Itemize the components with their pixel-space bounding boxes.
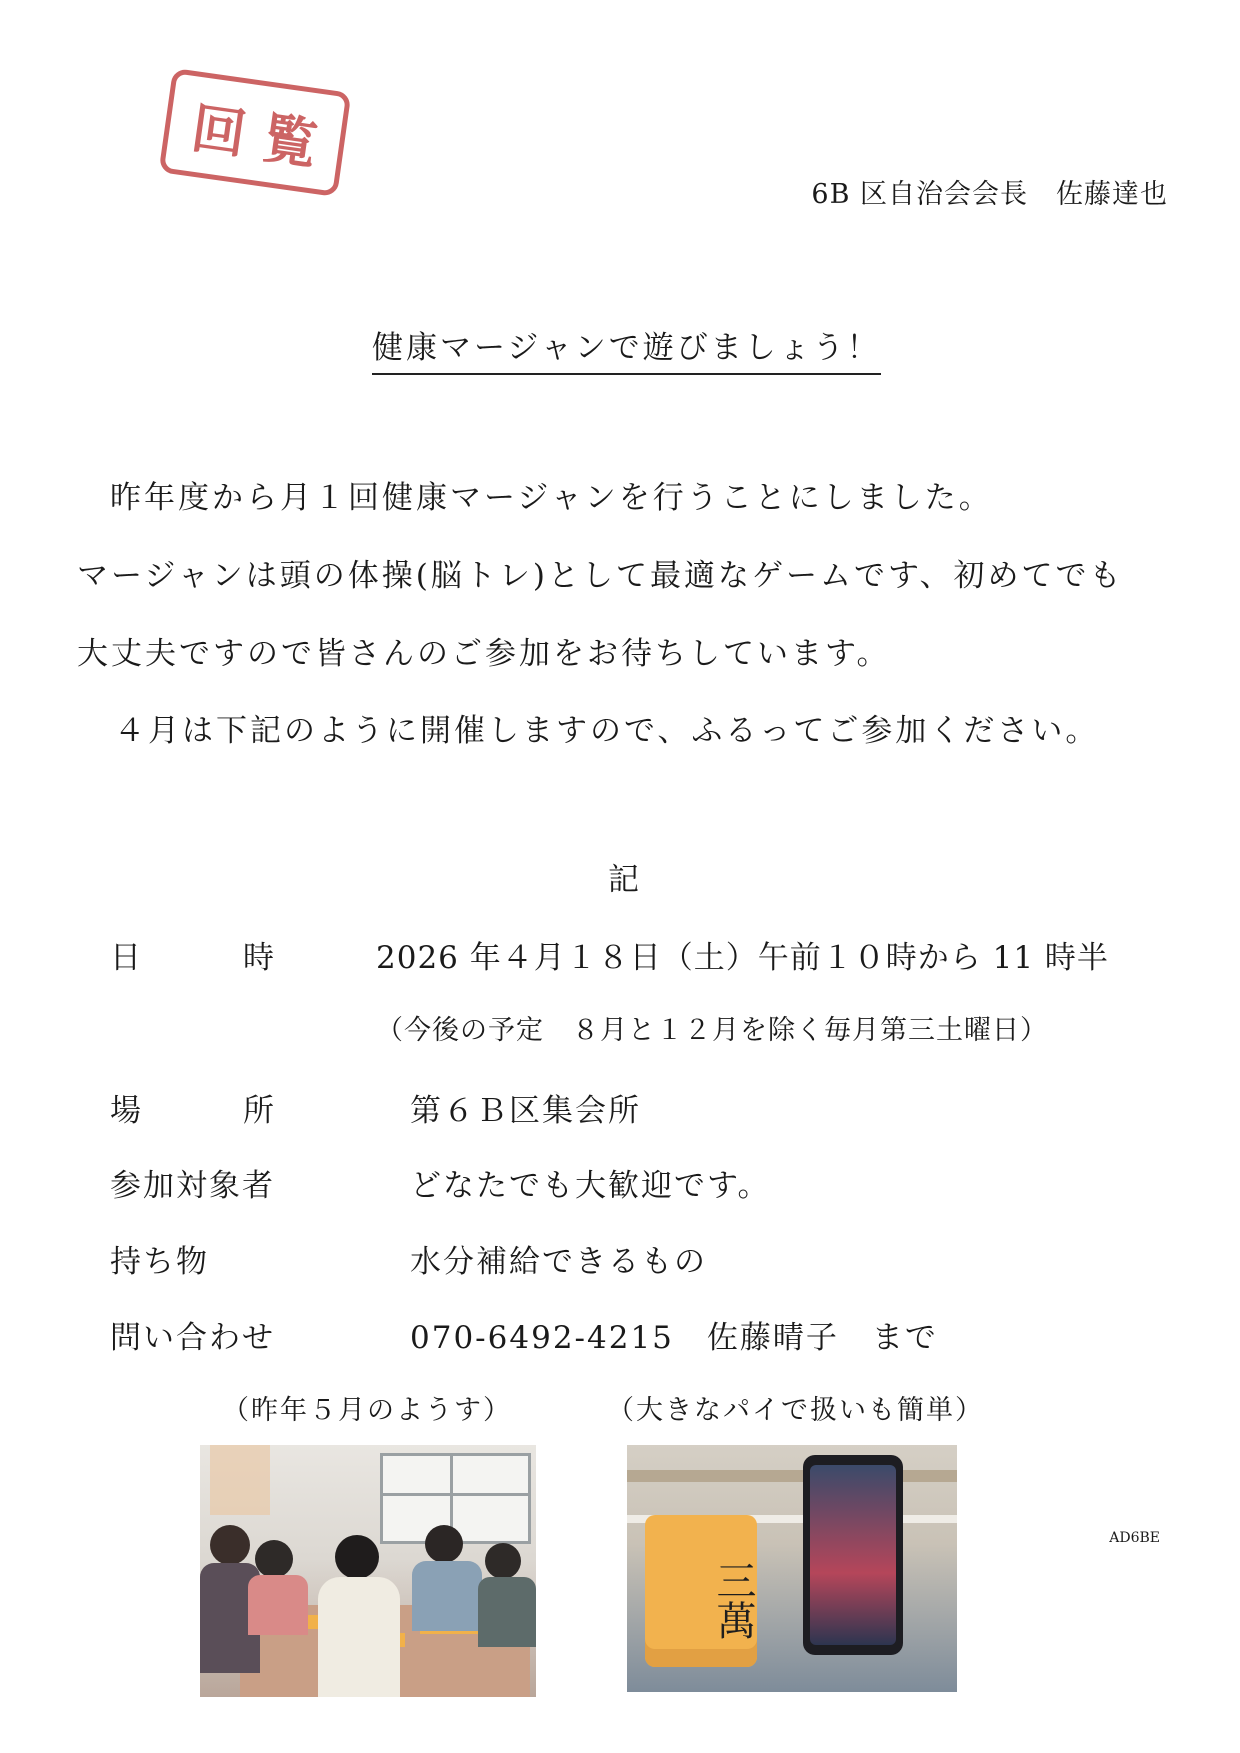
stamp-char-2: 覧	[258, 106, 322, 177]
body-line-4: ４月は下記のように開催しますので、ふるってご参加ください。	[114, 713, 1100, 749]
author-line: 6B 区自治会会長 佐藤達也	[811, 179, 1168, 210]
photo-mahjong-session	[200, 1445, 536, 1697]
photo-big-tile-and-phone	[627, 1445, 957, 1692]
body-line-3: 大丈夫ですので皆さんのご参加をお待ちしています。	[77, 636, 891, 672]
body-line-1: 昨年度から月１回健康マージャンを行うことにしました。	[110, 480, 993, 516]
target-label: 参加対象者	[110, 1168, 275, 1204]
ki-heading: 記	[608, 862, 639, 898]
notice-title: 健康マージャンで遊びましょう！	[372, 322, 881, 375]
place-value: 第６Ｂ区集会所	[410, 1093, 641, 1129]
date-label-1: 日	[110, 940, 143, 976]
date-label-2: 時	[243, 940, 276, 976]
photo1-caption: （昨年５月のようす）	[222, 1395, 512, 1426]
schedule-note: （今後の予定 ８月と１２月を除く毎月第三土曜日）	[376, 1015, 1048, 1046]
place-label-2: 所	[243, 1093, 276, 1129]
items-label: 持ち物	[110, 1244, 209, 1280]
date-value: 2026 年４月１８日（土）午前１０時から 11 時半	[376, 940, 1109, 976]
circulation-stamp	[159, 68, 352, 197]
contact-value: 070-6492-4215 佐藤晴子 まで	[410, 1320, 938, 1356]
document-code: AD6BE	[1109, 1530, 1160, 1546]
stamp-char-1: 回	[187, 96, 250, 167]
tile-characters: 三萬	[710, 1560, 756, 1640]
body-line-2: マージャンは頭の体操(脳トレ)として最適なゲームです、初めてでも	[77, 558, 1124, 594]
items-value: 水分補給できるもの	[410, 1244, 707, 1280]
contact-label: 問い合わせ	[110, 1320, 275, 1356]
place-label-1: 場	[110, 1093, 143, 1129]
target-value: どなたでも大歓迎です。	[410, 1168, 771, 1204]
photo2-caption: （大きなパイで扱いも簡単）	[607, 1395, 984, 1426]
